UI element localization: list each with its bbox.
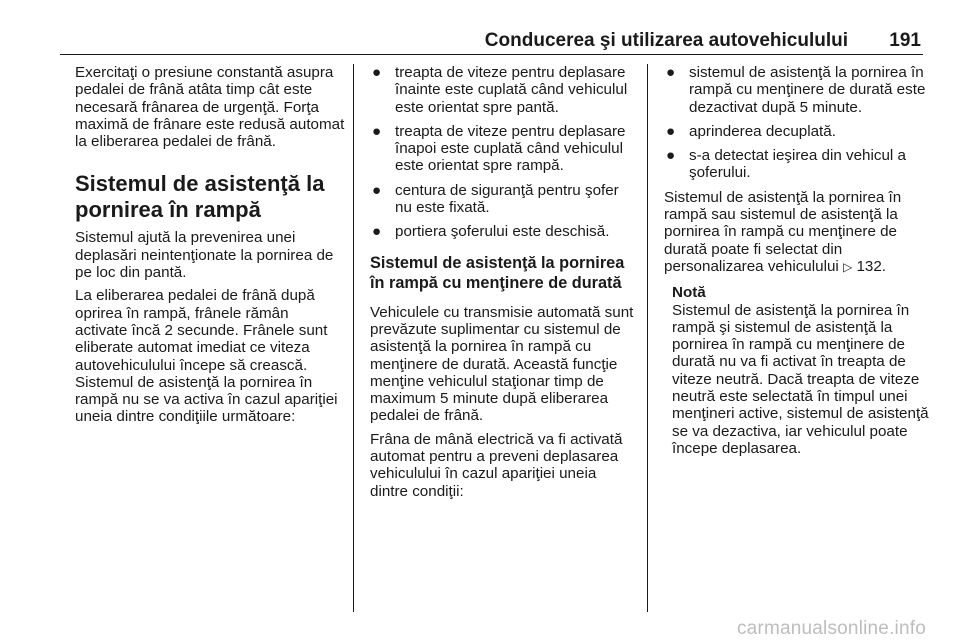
intro-paragraph: Exercitaţi o presiune constantă asupra pedalei de frână atâta timp cât este necesară frânarea de urgenţă. Forţa maximă de frânare este redusă automat la eliberarea pedalei de frână. xyxy=(75,64,345,151)
bullet-icon: ● xyxy=(372,223,382,241)
list-item: ● centura de siguranţă pentru şofer nu este fixată. xyxy=(372,181,619,217)
page-number: 191 xyxy=(889,30,921,51)
condition-list xyxy=(664,64,932,182)
page-reference-icon: ▷ xyxy=(843,259,853,274)
paragraph: Sistemul de asistenţă la pornirea în rampă sau sistemul de asistenţă la pornirea în rampă cu menţinere de durată poate fi selectat din personalizarea vehiculului ▷ 132. xyxy=(664,188,902,275)
section-heading: Sistemul de asistenţă la pornirea în rampă xyxy=(75,171,325,223)
list-item: ● s-a detectat ieşirea din vehicul a şoferului. xyxy=(666,147,906,182)
bullet-icon: ● xyxy=(372,122,382,140)
column-divider xyxy=(353,64,354,612)
list-item: ● treapta de viteze pentru deplasare înainte este cuplată când vehiculul este orientat spre pantă. xyxy=(372,64,628,116)
bullet-icon: ● xyxy=(372,64,382,81)
list-item: ● sistemul de asistenţă la pornirea în rampă cu menţinere de durată este dezactivat după 5 minute. xyxy=(666,64,926,116)
list-item: ● treapta de viteze pentru deplasare înapoi este cuplată când vehiculul este orientat spre rampă. xyxy=(372,122,626,175)
list-item: ● portiera şoferului este deschisă. xyxy=(372,223,610,241)
watermark: carmanualsonline.info xyxy=(736,618,926,639)
bullet-icon: ● xyxy=(372,181,382,199)
page-header xyxy=(60,24,923,55)
column-2 xyxy=(370,64,635,506)
subsection-heading: Sistemul de asistenţă la pornirea în rampă cu menţinere de durată xyxy=(370,253,625,292)
column-1 xyxy=(75,64,345,432)
paragraph: Frâna de mână electrică va fi activată automat pentru a preveni deplasarea vehiculului în cazul apariţiei uneia dintre condiţii: xyxy=(370,430,623,500)
paragraph: Sistemul ajută la prevenirea unei deplasări neintenţionate la pornirea de pe loc din pantă. xyxy=(75,229,334,282)
note-text: Sistemul de asistenţă la pornirea în rampă şi sistemul de asistenţă la pornirea în rampă cu menţinere de durată nu va fi activat în treapta de viteze neutră. Dacă treapta de viteze neutră este selectată în timpul unei menţineri active, sistemul de asistenţă se va dezactiva, iar vehiculul poate începe deplasarea. xyxy=(672,301,929,457)
bullet-icon: ● xyxy=(666,64,676,81)
note-box xyxy=(664,284,932,457)
column-divider xyxy=(647,64,648,612)
condition-list xyxy=(370,64,635,241)
note-title: Notă xyxy=(672,284,706,302)
page-reference-link[interactable]: 132. xyxy=(856,257,887,275)
bullet-icon: ● xyxy=(666,122,676,140)
bullet-icon: ● xyxy=(666,147,676,165)
header-title: Conducerea şi utilizarea autovehiculului xyxy=(484,30,848,51)
list-item: ● aprinderea decuplată. xyxy=(666,122,836,140)
column-3 xyxy=(664,64,932,457)
paragraph: Vehiculele cu transmisie automată sunt prevăzute suplimentar cu sistemul de asistenţă la pornirea în rampă cu menţinere de durată. Această funcţie menţine vehiculul staţionar timp de maximum 5 minute după eliberarea pedalei de frână. xyxy=(370,303,634,425)
paragraph: La eliberarea pedalei de frână după oprirea în rampă, frânele rămân activate încă 2 secunde. Frânele sunt eliberate automat imediat ce viteza autovehiculului începe să crească. Sistemul de asistenţă la pornirea în rampă nu se va activa în cazul apariţiei uneia dintre condiţiile următoare: xyxy=(75,287,338,426)
